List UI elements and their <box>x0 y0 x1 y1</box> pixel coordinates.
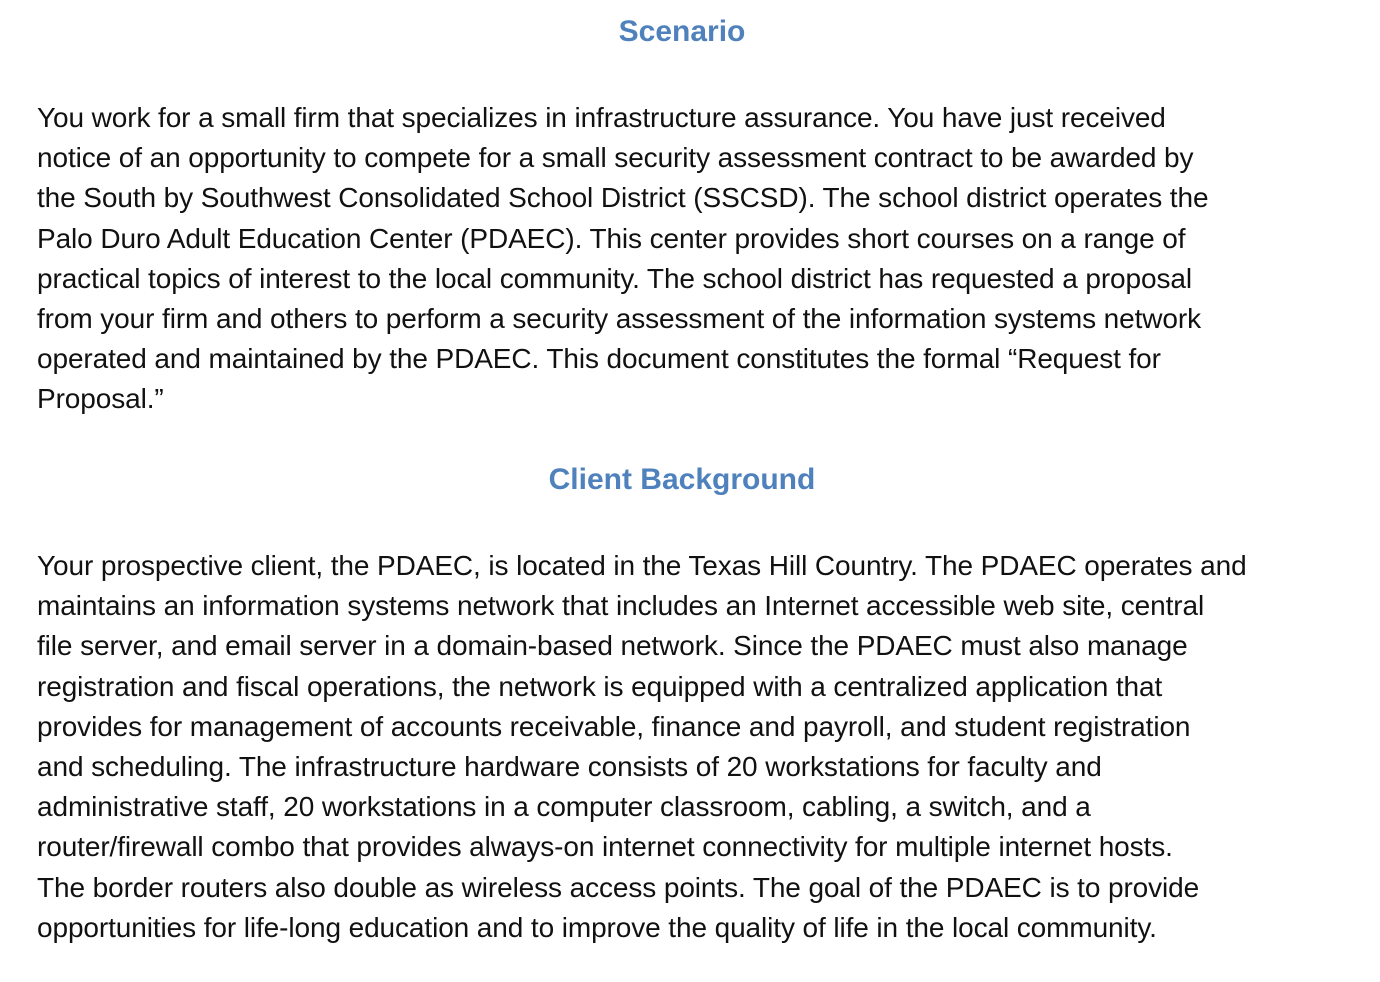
client-background-paragraph <box>37 546 1347 948</box>
section-heading-scenario: Scenario <box>618 15 746 48</box>
paragraph-line: Palo Duro Adult Education Center (PDAEC). This center provides short courses on a range of <box>37 222 1186 254</box>
scenario-paragraph <box>37 98 1347 420</box>
paragraph-line: opportunities for life-long education and to improve the quality of life in the local community. <box>37 911 1157 943</box>
paragraph-line: The border routers also double as wireless access points. The goal of the PDAEC is to provide <box>37 871 1200 903</box>
section-heading-client-background: Client Background <box>548 463 816 496</box>
paragraph-line: Your prospective client, the PDAEC, is located in the Texas Hill Country. The PDAEC operates and <box>37 550 1247 581</box>
paragraph-line: You work for a small firm that specializes in infrastructure assurance. You have just received <box>37 102 1166 133</box>
paragraph-line: administrative staff, 20 workstations in a computer classroom, cabling, a switch, and a <box>37 791 1091 823</box>
paragraph-line: notice of an opportunity to compete for a small security assessment contract to be awarded by <box>37 142 1194 174</box>
paragraph-line: file server, and email server in a domain-based network. Since the PDAEC must also manage <box>37 630 1188 662</box>
paragraph-line: Proposal.” <box>37 383 164 415</box>
paragraph-line: router/firewall combo that provides always-on internet connectivity for multiple internet hosts. <box>37 831 1173 863</box>
paragraph-line: the South by Southwest Consolidated School District (SSCSD). The school district operates the <box>37 182 1209 214</box>
paragraph-line: and scheduling. The infrastructure hardware consists of 20 workstations for faculty and <box>37 751 1102 783</box>
paragraph-line: maintains an information systems network that includes an Internet accessible web site, central <box>37 590 1205 622</box>
paragraph-line: provides for management of accounts receivable, finance and payroll, and student registration <box>37 710 1191 742</box>
paragraph-line: registration and fiscal operations, the network is equipped with a centralized application that <box>37 670 1163 702</box>
paragraph-line: operated and maintained by the PDAEC. This document constitutes the formal “Request for <box>37 343 1161 375</box>
paragraph-line: practical topics of interest to the local community. The school district has requested a proposal <box>37 262 1192 294</box>
paragraph-line: from your firm and others to perform a security assessment of the information systems network <box>37 303 1202 335</box>
